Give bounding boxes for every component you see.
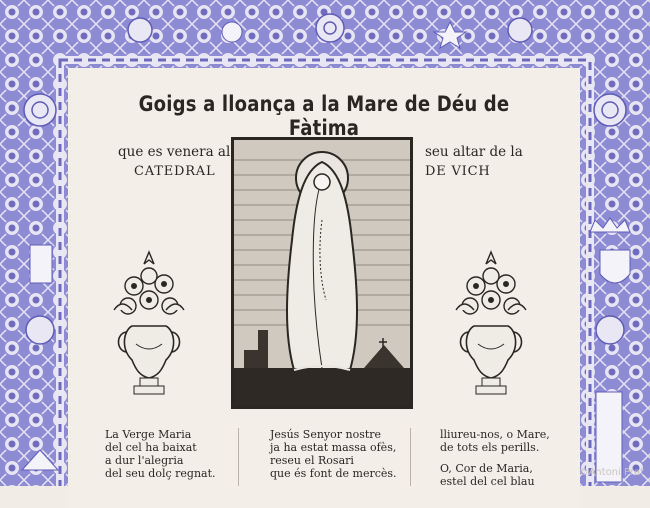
page-title: Goigs a lloança a la Mare de Déu de Fàtima bbox=[138, 92, 510, 140]
verse-line: de tots els perills. bbox=[440, 441, 540, 454]
verse-column-1 bbox=[105, 428, 216, 480]
verse-line: estel del cel blau bbox=[440, 475, 535, 488]
copyright-watermark: ©Antoni Prat bbox=[578, 467, 644, 478]
verse-line: del cel ha baixat bbox=[105, 441, 197, 454]
verse-line: a dur l'alegria bbox=[105, 454, 184, 467]
subtitle-left-line1: que es venera al bbox=[118, 144, 231, 160]
verse-line: La Verge Maria bbox=[105, 428, 192, 441]
verse-line: que és font de mercès. bbox=[270, 467, 397, 480]
subtitle-right-line2: DE VICH bbox=[425, 164, 491, 179]
virgin-woodcut-image bbox=[231, 137, 413, 409]
verse-line: Jesús Senyor nostre bbox=[270, 428, 382, 441]
verse-line: ja ha estat massa ofès, bbox=[270, 441, 397, 454]
subtitle-left-line2: CATEDRAL bbox=[134, 164, 216, 179]
subtitle-right-line1: seu altar de la bbox=[425, 144, 523, 160]
verse-column-3 bbox=[440, 428, 550, 488]
verse-line: reseu el Rosari bbox=[270, 454, 354, 467]
left-flower-vase-image bbox=[110, 248, 188, 400]
verse-line: del seu dolç regnat. bbox=[105, 467, 216, 480]
right-flower-vase-image bbox=[452, 248, 530, 400]
column-divider bbox=[410, 428, 411, 486]
column-divider bbox=[238, 428, 239, 486]
verse-line: lliureu-nos, o Mare, bbox=[440, 428, 550, 441]
verse-column-2 bbox=[270, 428, 397, 480]
verse-line: O, Cor de Maria, bbox=[440, 462, 533, 475]
